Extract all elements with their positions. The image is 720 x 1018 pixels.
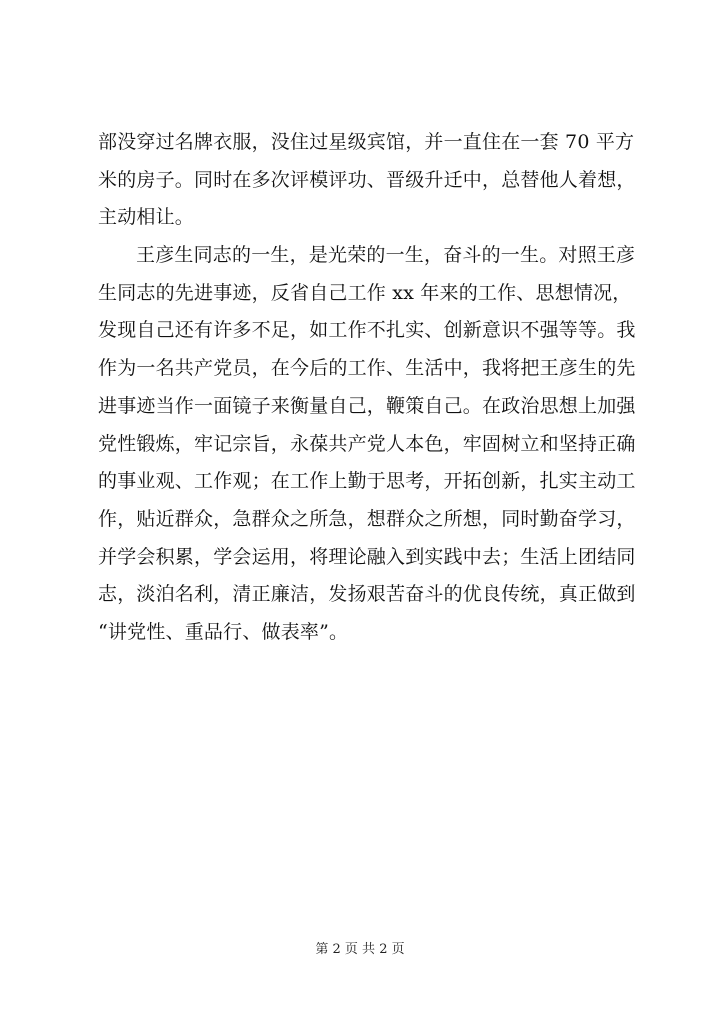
- text-line: 作，贴近群众，急群众之所急，想群众之所想，同时勤奋学习，: [98, 507, 636, 530]
- text-line: 的事业观、工作观；在工作上勤于思考，开拓创新，扎实主动工: [98, 470, 636, 493]
- page-number-footer: 第 2 页 共 2 页: [315, 942, 405, 957]
- text-line: 党性锻炼，牢记宗旨，永葆共产党人本色，牢固树立和坚持正确: [98, 432, 636, 455]
- text-line: 进事迹当作一面镜子来衡量自己，鞭策自己。在政治思想上加强: [98, 394, 636, 417]
- paragraph-first-line: 王彦生同志的一生，是光荣的一生，奋斗的一生。对照王彦: [136, 244, 636, 267]
- text-line: 生同志的先进事迹，反省自己工作 xx 年来的工作、思想情况，: [98, 281, 632, 304]
- document-body: [98, 124, 658, 652]
- text-line: 米的房子。同时在多次评模评功、晋级升迁中，总替他人着想，: [98, 168, 636, 191]
- text-line: 作为一名共产党员，在今后的工作、生活中，我将把王彦生的先: [98, 357, 636, 380]
- text-line: 并学会积累，学会运用，将理论融入到实践中去；生活上团结同: [98, 545, 636, 568]
- text-line: 主动相让。: [98, 206, 195, 229]
- text-line: 志，淡泊名利，清正廉洁，发扬艰苦奋斗的优良传统，真正做到: [98, 583, 636, 606]
- text-line: 部没穿过名牌衣服，没住过星级宾馆，并一直住在一套 70 平方: [98, 131, 635, 153]
- text-line: “讲党性、重品行、做表率”。: [98, 620, 349, 643]
- text-line: 发现自己还有许多不足，如工作不扎实、创新意识不强等等。我: [98, 319, 636, 342]
